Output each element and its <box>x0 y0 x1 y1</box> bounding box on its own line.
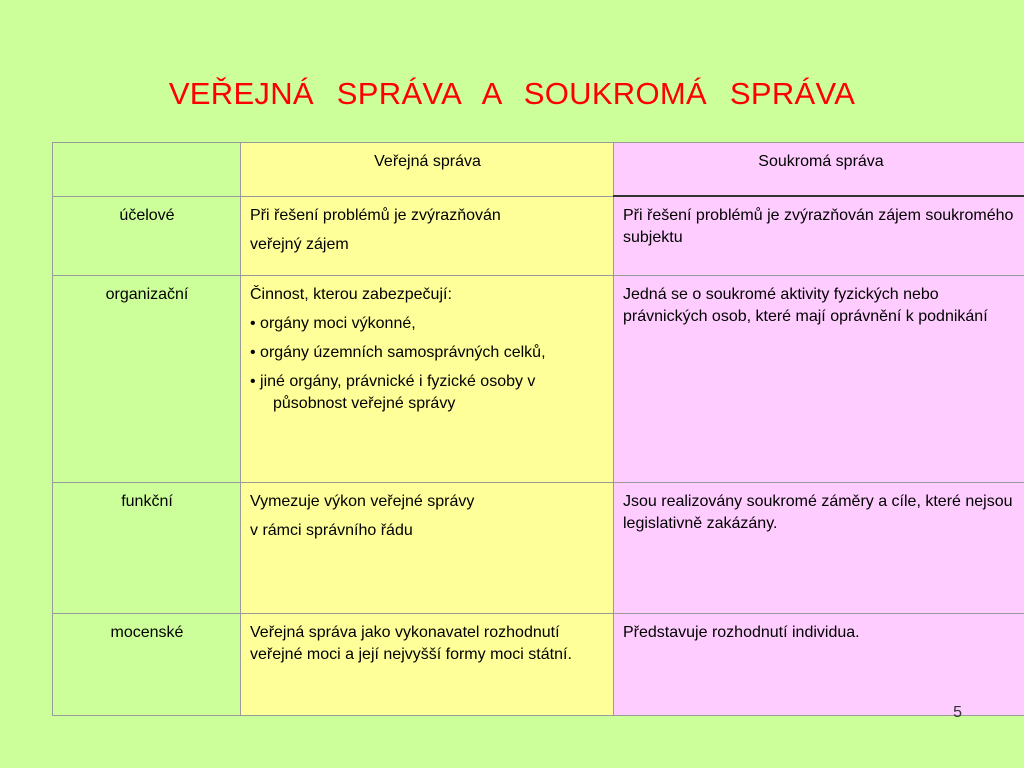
cell-text: v rámci správního řádu <box>250 522 413 539</box>
private-cell <box>614 276 1024 483</box>
bullet-item: • orgány územních samosprávných celků, <box>250 344 546 361</box>
table-row <box>53 196 1024 276</box>
table-row <box>53 483 1024 614</box>
row-label: organizační <box>53 276 241 483</box>
comparison-table <box>52 142 1024 716</box>
table-header-row <box>53 143 1024 197</box>
cell-text: Jsou realizovány soukromé záměry a cíle, které nejsou legislativně zakázány. <box>623 493 1013 532</box>
row-label: mocenské <box>53 614 241 716</box>
public-cell <box>241 483 614 614</box>
public-cell <box>241 276 614 483</box>
cell-text: Při řešení problémů je zvýrazňován zájem soukromého subjektu <box>623 207 1014 246</box>
cell-text: Při řešení problémů je zvýrazňován <box>250 206 501 224</box>
bullet-item: • orgány moci výkonné, <box>250 315 416 332</box>
bullet-item: • jiné orgány, právnické i fyzické osoby v působnost veřejné správy <box>250 373 536 412</box>
cell-text: Veřejná správa jako vykonavatel rozhodnutí veřejné moci a její nejvyšší formy moci státní. <box>250 624 572 663</box>
cell-text: Představuje rozhodnutí individua. <box>623 624 860 641</box>
public-cell <box>241 614 614 716</box>
row-label: funkční <box>53 483 241 614</box>
cell-text: Činnost, kterou zabezpečují: <box>250 286 452 303</box>
cell-text: Jedná se o soukromé aktivity fyzických nebo právnických osob, které mají oprávnění k podnikání <box>623 286 988 325</box>
header-public-administration: Veřejná správa <box>241 143 614 197</box>
table-row <box>53 276 1024 483</box>
cell-text: Vymezuje výkon veřejné správy <box>250 493 475 510</box>
page-number: 5 <box>953 704 962 721</box>
private-cell <box>614 614 1024 716</box>
header-private-administration: Soukromá správa <box>614 143 1024 197</box>
cell-text: veřejný zájem <box>250 235 349 253</box>
row-label: účelové <box>53 196 241 276</box>
private-cell <box>614 196 1024 276</box>
header-corner-cell <box>53 143 241 197</box>
public-cell <box>241 196 614 276</box>
private-cell <box>614 483 1024 614</box>
slide-title: VEŘEJNÁ SPRÁVA A SOUKROMÁ SPRÁVA <box>168 76 856 111</box>
table-row <box>53 614 1024 716</box>
